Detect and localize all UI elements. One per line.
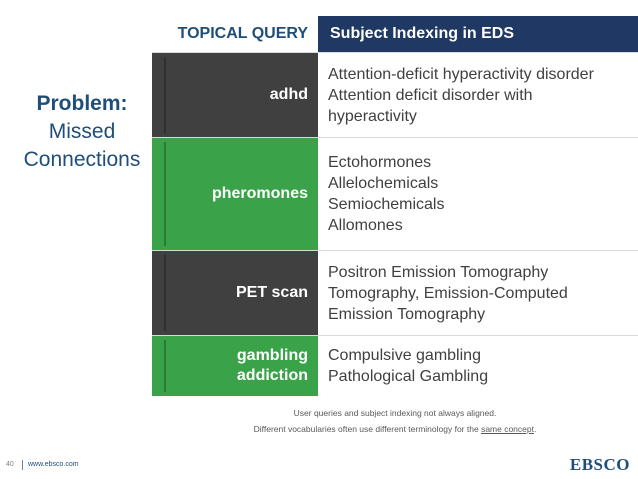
- term: Emission Tomography: [328, 305, 486, 323]
- term: Tomography, Emission-Computed: [328, 284, 568, 302]
- same-concept-text: same concept: [481, 424, 534, 434]
- term: hyperactivity: [328, 107, 417, 125]
- problem-line-missed: Missed: [48, 120, 116, 143]
- footnote-line-1: User queries and subject indexing not always aligned.: [293, 408, 497, 418]
- term: Pathological Gambling: [328, 368, 489, 385]
- query-indexing-table: [152, 16, 638, 396]
- table-row: [152, 250, 638, 335]
- footnote: [152, 405, 638, 437]
- query-cell: [152, 53, 318, 137]
- query-line: addiction: [236, 367, 308, 384]
- ebsco-logo: EBSCO: [569, 455, 630, 474]
- term: Attention-deficit hyperactivity disorder: [328, 65, 594, 83]
- table-row: [152, 335, 638, 396]
- query-line: gambling: [236, 347, 308, 364]
- query-pheromones: pheromones: [211, 185, 308, 202]
- problem-label: Problem:: [36, 92, 128, 115]
- term: Ectohormones: [328, 154, 432, 171]
- header-topical-query: TOPICAL QUERY: [152, 16, 318, 52]
- terms-cell: [318, 53, 638, 137]
- term: Compulsive gambling: [328, 347, 481, 364]
- footnote-period: .: [533, 424, 537, 434]
- row-divider-line: [164, 142, 166, 246]
- problem-line-connections: Connections: [23, 148, 141, 171]
- row-divider-line: [164, 340, 166, 392]
- query-cell: [152, 138, 318, 250]
- table-header: [152, 16, 638, 52]
- query-cell: [152, 251, 318, 335]
- page-number: 40: [6, 461, 14, 468]
- problem-statement: [8, 90, 156, 174]
- term: Allelochemicals: [328, 175, 439, 192]
- table-row: [152, 137, 638, 250]
- term: Attention deficit disorder with: [328, 86, 533, 104]
- terms-cell: [318, 251, 638, 335]
- query-gambling-addiction: [237, 346, 308, 386]
- query-adhd: adhd: [269, 86, 308, 103]
- row-divider-line: [164, 255, 166, 331]
- footnote-line-2: [152, 421, 638, 437]
- query-cell: [152, 336, 318, 396]
- footnote-text: Different vocabularies often use different terminology for the: [253, 424, 482, 434]
- query-pet-scan: PET scan: [235, 284, 308, 301]
- term: Positron Emission Tomography: [328, 263, 549, 281]
- footer-url[interactable]: www.ebsco.com: [28, 461, 79, 468]
- header-subject-indexing: Subject Indexing in EDS: [318, 16, 638, 52]
- table-row: [152, 52, 638, 137]
- footer-divider: [22, 460, 23, 470]
- term: Semiochemicals: [328, 196, 445, 213]
- terms-cell: [318, 138, 638, 250]
- terms-cell: [318, 336, 638, 396]
- row-divider-line: [164, 57, 166, 133]
- term: Allomones: [328, 217, 403, 234]
